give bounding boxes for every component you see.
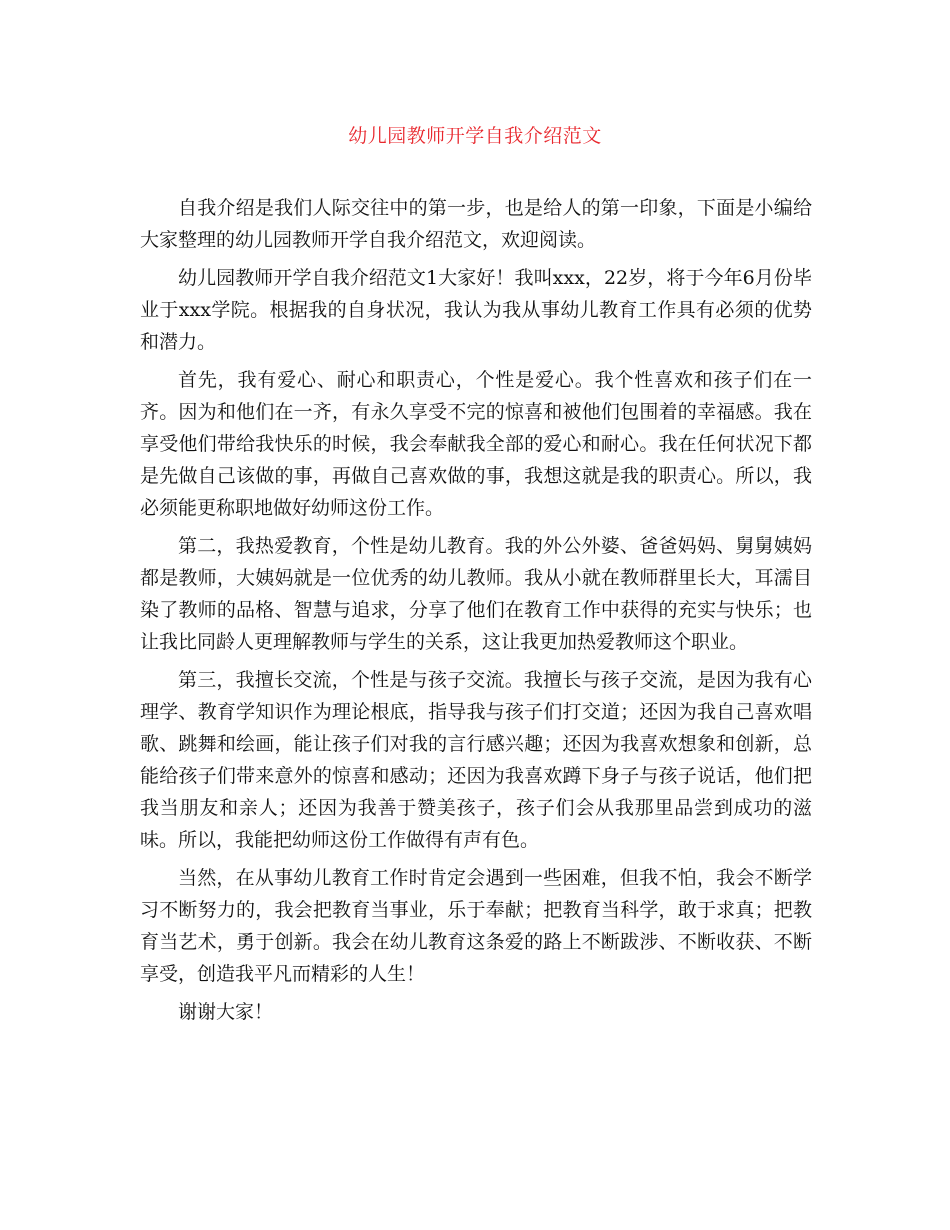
document-body	[140, 192, 812, 1034]
paragraph-thanks: 谢谢大家！	[178, 1001, 274, 1023]
paragraph-conclusion: 当然，在从事幼儿教育工作时肯定会遇到一些困难，但我不怕，我会不断学习不断努力的，我会把教育当事业，乐于奉献；把教育当科学，敢于求真；把教育当艺术，勇于创新。我会在幼儿教育这条爱的路上不断跋涉、不断收获、不断享受，创造我平凡而精彩的人生！	[140, 867, 812, 985]
paragraph-greeting: 幼儿园教师开学自我介绍范文1大家好！我叫xxx，22岁，将于今年6月份毕业于xxx学院。根据我的自身状况，我认为我从事幼儿教育工作具有必须的优势和潜力。	[140, 267, 812, 353]
paragraph-intro: 自我介绍是我们人际交往中的第一步，也是给人的第一印象，下面是小编给大家整理的幼儿园教师开学自我介绍范文，欢迎阅读。	[140, 197, 812, 251]
paragraph-third-point: 第三，我擅长交流，个性是与孩子交流。我擅长与孩子交流，是因为我有心理学、教育学知识作为理论根底，指导我与孩子们打交道；还因为我自己喜欢唱歌、跳舞和绘画，能让孩子们对我的言行感兴趣；还因为我喜欢想象和创新，总能给孩子们带来意外的惊喜和感动；还因为我喜欢蹲下身子与孩子说话，他们把我当朋友和亲人；还因为我善于赞美孩子，孩子们会从我那里品尝到成功的滋味。所以，我能把幼师这份工作做得有声有色。	[140, 669, 812, 851]
paragraph-second-point: 第二，我热爱教育，个性是幼儿教育。我的外公外婆、爸爸妈妈、舅舅姨妈都是教师，大姨妈就是一位优秀的幼儿教师。我从小就在教师群里长大，耳濡目染了教师的品格、智慧与追求，分享了他们在教育工作中获得的充实与快乐；也让我比同龄人更理解教师与学生的关系，这让我更加热爱教师这个职业。	[140, 535, 812, 653]
document-title: 幼儿园教师开学自我介绍范文	[348, 125, 602, 147]
paragraph-first-point: 首先，我有爱心、耐心和职责心，个性是爱心。我个性喜欢和孩子们在一齐。因为和他们在一齐，有永久享受不完的惊喜和被他们包围着的幸福感。我在享受他们带给我快乐的时候，我会奉献我全部的爱心和耐心。我在任何状况下都是先做自己该做的事，再做自己喜欢做的事，我想这就是我的职责心。所以，我必须能更称职地做好幼师这份工作。	[140, 369, 812, 519]
